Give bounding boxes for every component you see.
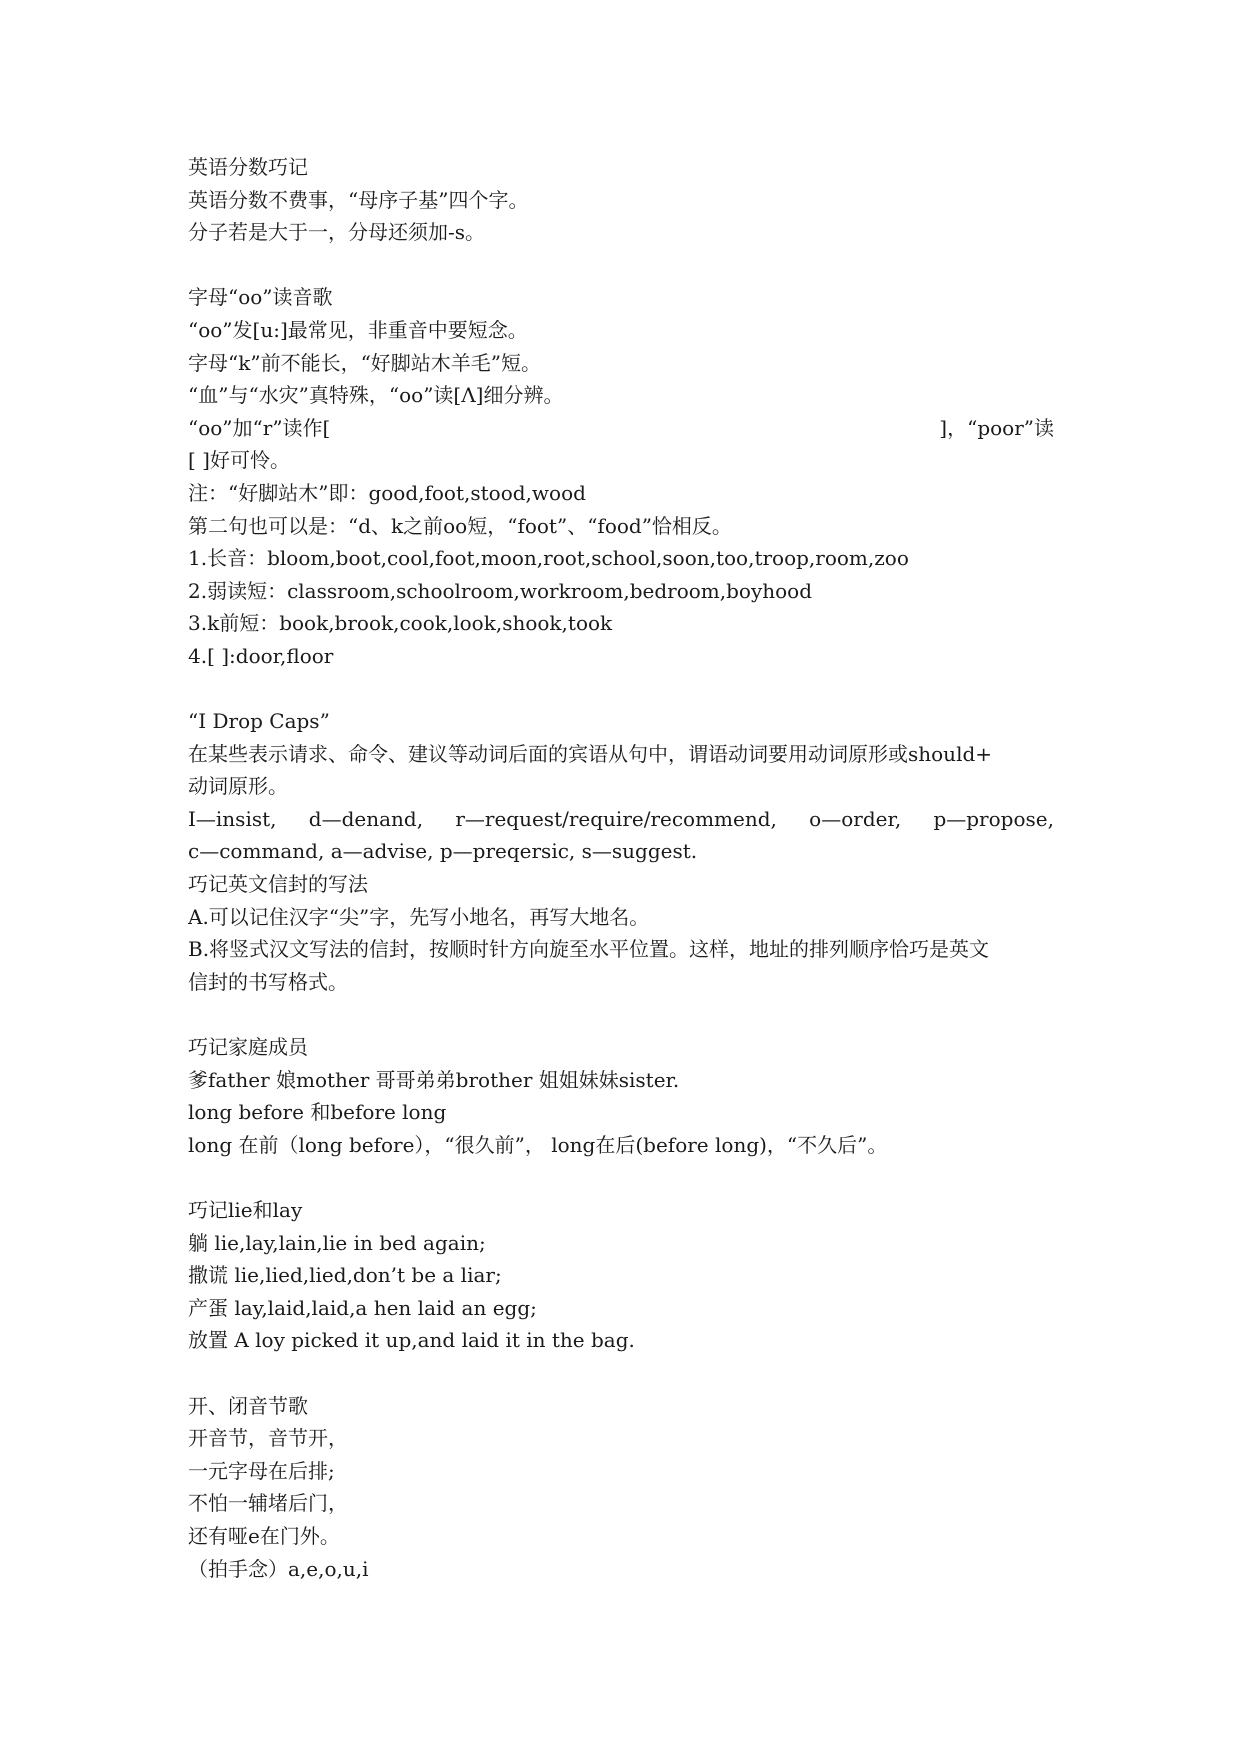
- text-line: “oo”发[u:]最常见，非重音中要短念。: [188, 317, 528, 342]
- list-item: 3.k前短：book,brook,cook,look,shook,took: [188, 611, 613, 636]
- text-line: 动词原形。: [188, 774, 288, 799]
- document-body: [188, 151, 1054, 1585]
- text-line: B.将竖式汉文写法的信封，按顺时针方向旋至水平位置。这样，地址的排列顺序恰巧是英文: [188, 937, 990, 962]
- paragraph-gap: [188, 1161, 1054, 1194]
- text-line: long before 和before long: [188, 1100, 447, 1125]
- word: I—insist,: [188, 806, 277, 831]
- paragraph-gap: [188, 998, 1054, 1031]
- text-line: 分子若是大于一，分母还须加-s。: [188, 220, 486, 245]
- text-line: 不怕一辅堵后门，: [188, 1491, 348, 1516]
- text-line: 信封的书写格式。: [188, 969, 348, 994]
- text-line: （拍手念）a,e,o,u,i: [188, 1556, 369, 1581]
- text-line: 放置 A loy picked it up,and laid it in the bag.: [188, 1328, 635, 1353]
- text-line: 躺 lie,lay,lain,lie in bed again;: [188, 1230, 486, 1255]
- text-line: “血”与“水灾”真特殊，“oo”读[Λ]细分辨。: [188, 383, 564, 408]
- word: r—request/require/recommend,: [455, 806, 777, 831]
- paragraph-gap: [188, 249, 1054, 282]
- section-title-oo-song: 字母“oo”读音歌: [188, 285, 333, 310]
- section-title-family: 巧记家庭成员: [188, 1035, 308, 1060]
- text-line: 还有哑e在门外。: [188, 1523, 340, 1548]
- section-title-drop-caps: “I Drop Caps”: [188, 709, 330, 734]
- section-title-fractions: 英语分数巧记: [188, 155, 308, 179]
- text-line: [ ]好可怜。: [188, 448, 290, 473]
- text-line-justified: [188, 803, 1054, 836]
- text-line: 第二句也可以是：“d、k之前oo短，“foot”、“food”恰相反。: [188, 513, 732, 538]
- split-right-text: ]，“poor”读: [939, 415, 1054, 440]
- list-item: 4.[ ]:door,floor: [188, 643, 334, 668]
- text-line: 英语分数不费事，“母序子基”四个字。: [188, 187, 529, 212]
- split-left-text: “oo”加“r”读作[: [188, 415, 331, 440]
- text-line: c—command, a—advise, p—preqersic, s—suggest.: [188, 839, 698, 864]
- word: d—denand,: [308, 806, 424, 831]
- word: o—order,: [809, 806, 902, 831]
- paragraph-gap: [188, 1357, 1054, 1390]
- text-line: 一元字母在后排;: [188, 1458, 335, 1483]
- text-line: A.可以记住汉字“尖”字，先写小地名，再写大地名。: [188, 904, 650, 929]
- text-line-split: [188, 412, 1054, 445]
- text-line: 字母“k”前不能长，“好脚站木羊毛”短。: [188, 350, 542, 375]
- list-item: 1.长音：bloom,boot,cool,foot,moon,root,school,soon,too,troop,room,zoo: [188, 546, 909, 571]
- text-line: 爹father 娘mother 哥哥弟弟brother 姐姐妹妹sister.: [188, 1067, 680, 1092]
- text-line: 在某些表示请求、命令、建议等动词后面的宾语从句中，谓语动词要用动词原形或should+: [188, 741, 993, 766]
- section-title-lie-lay: 巧记lie和lay: [188, 1198, 303, 1222]
- paragraph-gap: [188, 673, 1054, 706]
- list-item: 2.弱读短：classroom,schoolroom,workroom,bedroom,boyhood: [188, 578, 813, 603]
- text-line: 开音节，音节开，: [188, 1426, 348, 1451]
- text-line: 撒谎 lie,lied,lied,don’t be a liar;: [188, 1263, 502, 1288]
- text-line: long 在前（long before），“很久前”， long在后(before long)，“不久后”。: [188, 1132, 888, 1157]
- text-line: 注：“好脚站木”即：good,foot,stood,wood: [188, 480, 586, 505]
- text-line: 产蛋 lay,laid,laid,a hen laid an egg;: [188, 1295, 537, 1320]
- section-title-envelope: 巧记英文信封的写法: [188, 872, 368, 897]
- section-title-syllable: 开、闭音节歌: [188, 1393, 308, 1418]
- word: p—propose,: [933, 806, 1054, 831]
